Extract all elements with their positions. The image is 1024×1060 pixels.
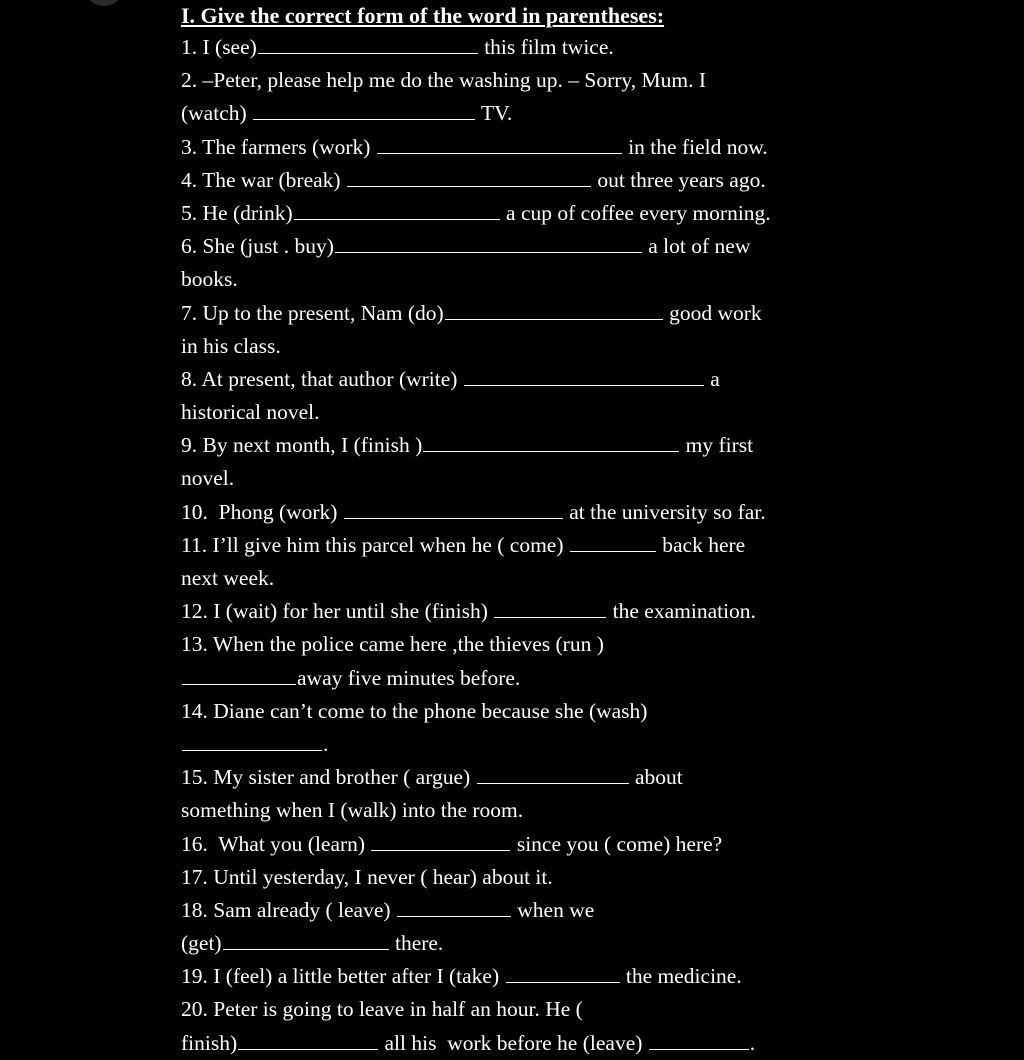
exercise-line — [181, 927, 871, 960]
answer-blank[interactable] — [371, 828, 510, 851]
line-text: since you ( come) here? — [511, 831, 723, 856]
worksheet — [181, 0, 871, 1060]
line-text: 9. By next month, I (finish ) — [181, 433, 423, 458]
answer-blank[interactable] — [445, 297, 663, 320]
exercise-line — [181, 794, 871, 827]
exercise-line — [181, 960, 871, 993]
exercise-line — [181, 197, 871, 230]
line-text: finish) — [181, 1030, 238, 1055]
line-text: 11. I’ll give him this parcel when he ( come) — [181, 532, 569, 557]
line-text: there. — [389, 931, 444, 956]
line-text: 15. My sister and brother ( argue) — [181, 765, 476, 790]
line-text: 1. I (see) — [181, 35, 257, 59]
line-text: novel. — [181, 466, 235, 491]
exercise-line — [181, 496, 871, 529]
line-text: 8. At present, that author (write) — [181, 366, 463, 391]
line-text: in his class. — [181, 333, 281, 358]
line-text: . — [323, 731, 329, 756]
line-text: my first — [680, 433, 754, 458]
line-text: a — [704, 366, 720, 391]
line-text: in the field now. — [622, 134, 768, 159]
exercise-line — [181, 263, 871, 296]
line-text: when we — [511, 897, 595, 922]
line-text: TV. — [476, 101, 513, 126]
line-text: (get) — [181, 931, 222, 956]
exercise-line — [181, 330, 871, 363]
answer-blank[interactable] — [477, 761, 629, 784]
line-text: 18. Sam already ( leave) — [181, 897, 396, 922]
answer-blank[interactable] — [506, 960, 620, 983]
exercise-line — [181, 363, 871, 396]
answer-blank[interactable] — [570, 529, 656, 552]
line-text: 20. Peter is going to leave in half an hour. He ( — [181, 997, 583, 1022]
line-text: 13. When the police came here ,the thieves (run ) — [181, 632, 604, 657]
line-text: all his work before he (leave) — [379, 1030, 648, 1055]
line-text: books. — [181, 267, 238, 292]
corner-smudge — [84, 0, 124, 6]
line-text: this film twice. — [478, 35, 614, 59]
answer-blank[interactable] — [238, 1027, 378, 1050]
answer-blank[interactable] — [335, 230, 642, 253]
exercise-line — [181, 894, 871, 927]
line-text: the examination. — [607, 599, 756, 624]
exercise-line — [181, 230, 871, 263]
answer-blank[interactable] — [258, 31, 478, 54]
exercise-line — [181, 662, 871, 695]
exercise-line — [181, 761, 871, 794]
line-text: 5. He (drink) — [181, 200, 293, 225]
line-text: the medicine. — [620, 964, 742, 989]
line-text: 17. Until yesterday, I never ( hear) about it. — [181, 864, 553, 889]
exercise-line — [181, 993, 871, 1026]
line-text: 12. I (wait) for her until she (finish) — [181, 599, 494, 624]
exercise-line — [181, 97, 871, 130]
exercise-line — [181, 462, 871, 495]
exercise-line — [181, 695, 871, 728]
exercise-line — [181, 861, 871, 894]
answer-blank[interactable] — [182, 662, 296, 685]
line-text: (watch) — [181, 101, 253, 126]
line-text: a cup of coffee every morning. — [500, 200, 771, 225]
line-text: next week. — [181, 566, 275, 590]
exercise-line — [181, 31, 871, 64]
line-text: 16. What you (learn) — [181, 831, 371, 856]
exercise-line — [181, 164, 871, 197]
answer-blank[interactable] — [344, 496, 563, 519]
line-text: back here — [656, 532, 746, 557]
line-text: a lot of new — [642, 234, 751, 259]
exercise-line — [181, 64, 871, 97]
answer-blank[interactable] — [377, 131, 622, 154]
line-text: 10. Phong (work) — [181, 499, 343, 524]
answer-blank[interactable] — [494, 595, 606, 618]
exercise-line — [181, 628, 871, 661]
answer-blank[interactable] — [397, 894, 511, 917]
exercise-line — [181, 1027, 871, 1060]
exercise-line — [181, 529, 871, 562]
line-text: 6. She (just . buy) — [181, 234, 334, 259]
line-text: 14. Diane can’t come to the phone because she (wash) — [181, 698, 648, 723]
answer-blank[interactable] — [347, 164, 591, 187]
line-text: . — [749, 1030, 756, 1055]
line-text: at the university so far. — [563, 499, 766, 524]
answer-blank[interactable] — [649, 1027, 749, 1050]
line-text: out three years ago. — [591, 167, 766, 192]
exercise-line — [181, 131, 871, 164]
exercise-line — [181, 396, 871, 429]
line-text: away five minutes before. — [297, 665, 521, 690]
line-text: about — [629, 765, 683, 790]
exercise-line — [181, 828, 871, 861]
exercise-heading: I. Give the correct form of the word in parentheses: — [181, 3, 665, 28]
answer-blank[interactable] — [294, 197, 500, 220]
line-text: historical novel. — [181, 400, 320, 425]
exercise-line — [181, 562, 871, 595]
line-text: good work — [663, 300, 762, 325]
answer-blank[interactable] — [223, 927, 389, 950]
line-text: 7. Up to the present, Nam (do) — [181, 300, 444, 325]
answer-blank[interactable] — [182, 728, 322, 751]
exercise-line — [181, 297, 871, 330]
exercise-line — [181, 595, 871, 628]
line-text: 19. I (feel) a little better after I (take) — [181, 964, 505, 989]
line-text: something when I (walk) into the room. — [181, 798, 524, 823]
line-text: 4. The war (break) — [181, 167, 346, 192]
exercise-line — [181, 728, 871, 761]
line-text: 3. The farmers (work) — [181, 134, 376, 159]
answer-blank[interactable] — [253, 97, 475, 120]
line-text: 2. –Peter, please help me do the washing up. – Sorry, Mum. I — [181, 68, 706, 93]
answer-blank[interactable] — [464, 363, 704, 386]
answer-blank[interactable] — [423, 429, 679, 452]
exercise-line — [181, 429, 871, 462]
